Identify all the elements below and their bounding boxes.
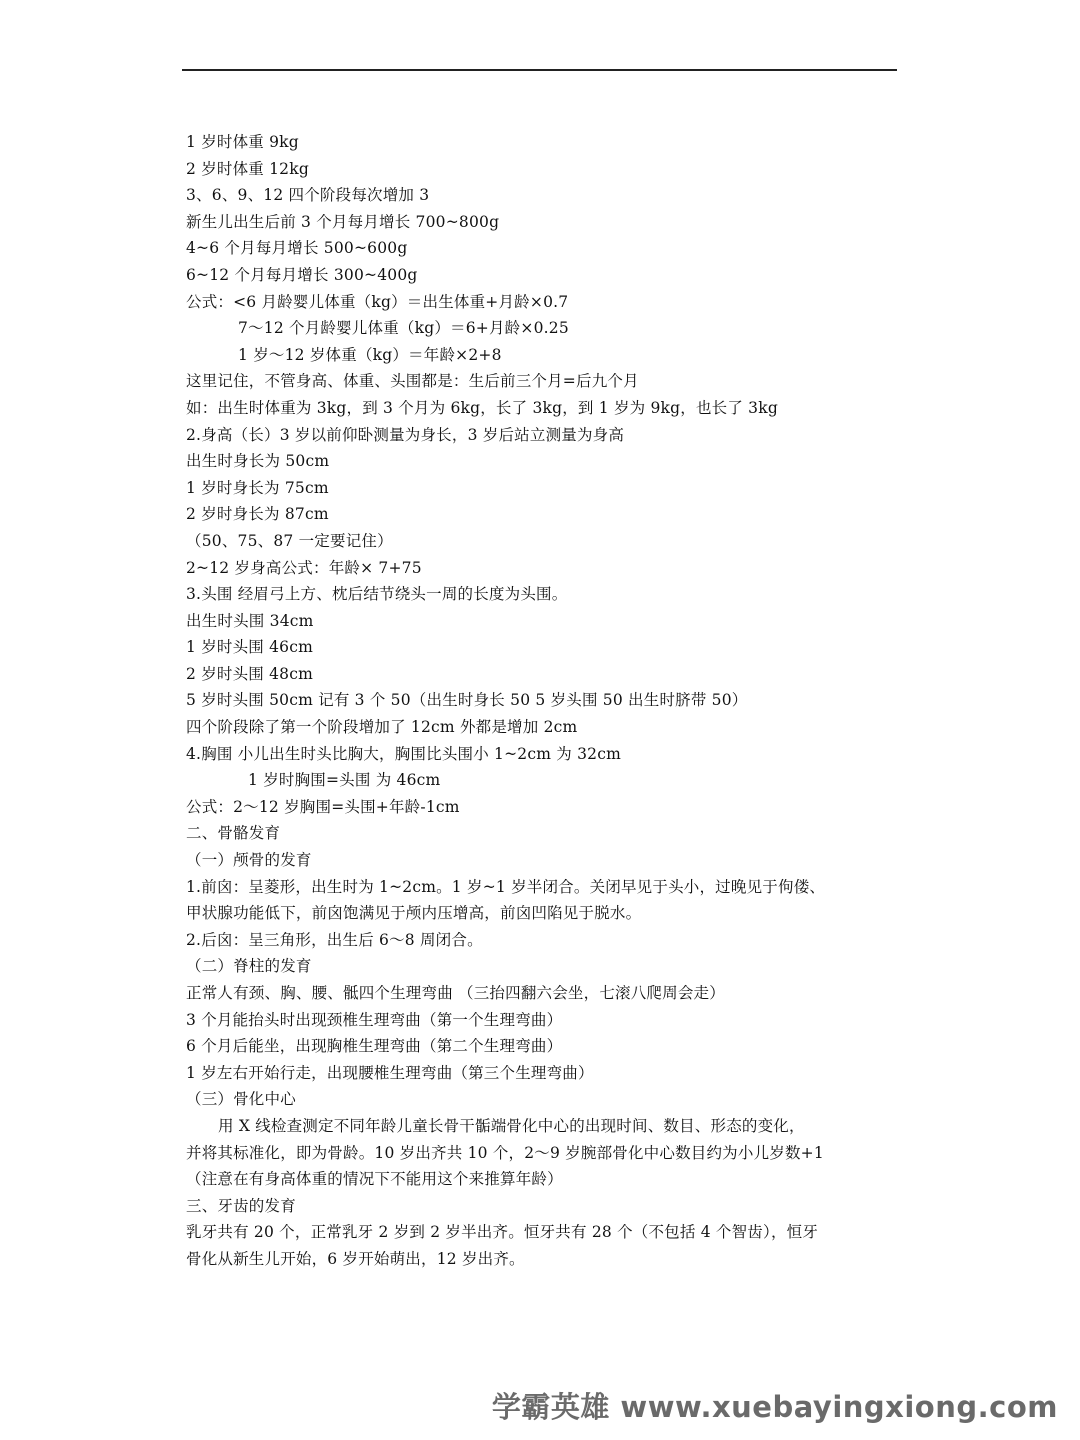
text-line: 乳牙共有 20 个，正常乳牙 2 岁到 2 岁半出齐。恒牙共有 28 个（不包括 4 个智齿），恒牙 <box>186 1223 819 1242</box>
text-line: 这里记住，不管身高、体重、头围都是：生后前三个月=后九个月 <box>186 372 639 391</box>
section-heading: 3.头围 经眉弓上方、枕后结节绕头一周的长度为头围。 <box>186 585 568 604</box>
chapter-heading: 二、骨骼发育 <box>186 824 281 843</box>
header-rule <box>182 69 897 71</box>
text-line: 骨化从新生儿开始，6 岁开始萌出，12 岁出齐。 <box>186 1249 525 1268</box>
text-line: 甲状腺功能低下，前囟饱满见于颅内压增高，前囟凹陷见于脱水。 <box>186 904 642 923</box>
text-line: （50、75、87 一定要记住） <box>186 531 393 550</box>
site-watermark: 学霸英雄 www.xuebayingxiong.com <box>491 1390 1058 1424</box>
subsection-heading: （三）骨化中心 <box>186 1090 296 1109</box>
text-line: 出生时身长为 50cm <box>186 452 330 471</box>
text-line: 1 岁时身长为 75cm <box>186 478 329 497</box>
text-line: 2 岁时体重 12kg <box>186 159 309 178</box>
formula-line: 1 岁～12 岁体重（kg）＝年龄×2+8 <box>238 345 502 364</box>
text-line: 正常人有颈、胸、腰、骶四个生理弯曲 （三抬四翻六会坐，七滚八爬周会走） <box>186 984 725 1002</box>
section-heading: 4.胸围 小儿出生时头比胸大，胸围比头围小 1~2cm 为 32cm <box>186 744 621 763</box>
text-line: 3 个月能抬头时出现颈椎生理弯曲（第一个生理弯曲） <box>186 1010 563 1029</box>
text-line: 3、6、9、12 四个阶段每次增加 3 <box>186 186 430 205</box>
text-line: 6 个月后能坐，出现胸椎生理弯曲（第二个生理弯曲） <box>186 1037 563 1056</box>
chapter-heading: 三、牙齿的发育 <box>186 1196 296 1215</box>
section-heading: 2.身高（长）3 岁以前仰卧测量为身长，3 岁后站立测量为身高 <box>186 425 625 444</box>
text-line: 4~6 个月每月增长 500~600g <box>186 239 408 258</box>
formula-line: 7～12 个月龄婴儿体重（kg）＝6+月龄×0.25 <box>238 319 569 338</box>
text-line: 5 岁时头围 50cm 记有 3 个 50（出生时身长 50 5 岁头围 50 出生时脐带 50） <box>186 691 748 710</box>
text-line: 1 岁时头围 46cm <box>186 638 314 657</box>
text-line: 四个阶段除了第一个阶段增加了 12cm 外都是增加 2cm <box>186 718 578 737</box>
text-line: 2.后囟：呈三角形，出生后 6～8 周闭合。 <box>186 930 483 949</box>
formula-line: 公式：<6 月龄婴儿体重（kg）＝出生体重+月龄×0.7 <box>186 292 569 311</box>
formula-line: 公式：2～12 岁胸围=头围+年龄-1cm <box>186 797 460 816</box>
document-body <box>186 129 906 1273</box>
text-line: 1 岁时体重 9kg <box>186 133 299 151</box>
text-line: 1 岁时胸围=头围 为 46cm <box>248 771 441 790</box>
text-line: 6~12 个月每月增长 300~400g <box>186 265 418 284</box>
text-line: 如：出生时体重为 3kg，到 3 个月为 6kg，长了 3kg，到 1 岁为 9kg，也长了 3kg <box>186 398 778 417</box>
text-line: 1.前囟：呈菱形，出生时为 1~2cm。1 岁~1 岁半闭合。关闭早见于头小，过晚见于佝偻、 <box>186 877 826 896</box>
text-line: 出生时头围 34cm <box>186 611 314 630</box>
text-line: 1 岁左右开始行走，出现腰椎生理弯曲（第三个生理弯曲） <box>186 1063 594 1082</box>
subsection-heading: （一）颅骨的发育 <box>186 851 312 870</box>
text-line: 并将其标准化，即为骨龄。10 岁出齐共 10 个，2～9 岁腕部骨化中心数目约为小儿岁数+1 <box>186 1143 824 1162</box>
subsection-heading: （二）脊柱的发育 <box>186 957 312 976</box>
formula-line: 2~12 岁身高公式：年龄× 7+75 <box>186 558 422 577</box>
text-line: 新生儿出生后前 3 个月每月增长 700~800g <box>186 212 500 231</box>
text-line: （注意在有身高体重的情况下不能用这个来推算年龄） <box>186 1170 563 1189</box>
text-line: 2 岁时头围 48cm <box>186 664 314 683</box>
text-line: 2 岁时身长为 87cm <box>186 505 329 524</box>
text-line: 用 X 线检查测定不同年龄儿童长骨干骺端骨化中心的出现时间、数目、形态的变化， <box>218 1116 805 1135</box>
